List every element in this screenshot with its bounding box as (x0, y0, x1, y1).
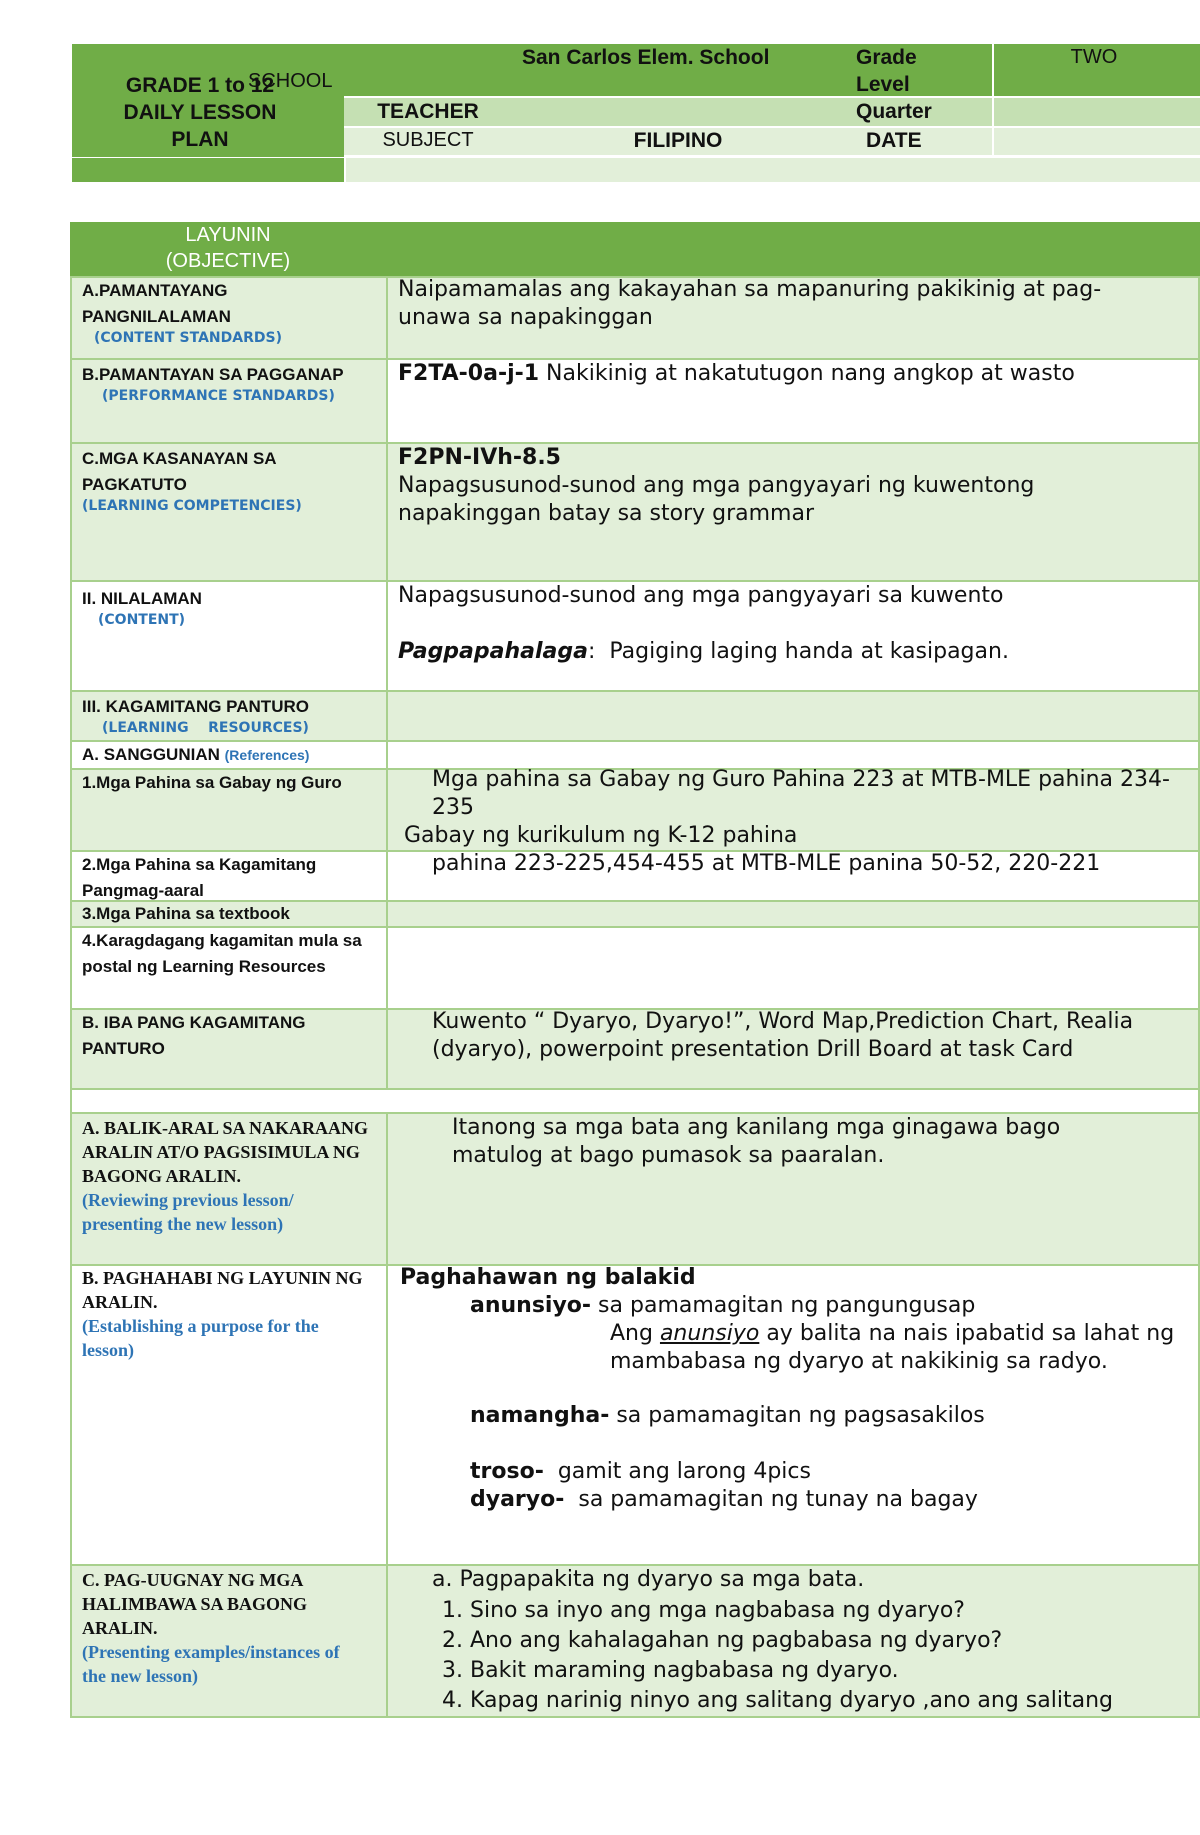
subject-value: FILIPINO (633, 129, 723, 152)
row-review-label: A. BALIK-ARAL SA NAKARAANG ARALIN AT/O PAGSISIMULA NG BAGONG ARALIN. (Reviewing previous lesson/ presenting the new lesson) (82, 1118, 369, 1234)
row-resources-value-cell (386, 690, 1200, 742)
school-blank-cell (344, 44, 512, 96)
row-guide-label: 1.Mga Pahina sa Gabay ng Guro (82, 773, 342, 792)
teacher-label: TEACHER (377, 100, 479, 123)
examples-intro: a. Pagpapakita ng dyaryo sa mga bata. (432, 1567, 865, 1592)
row-textbook-value-cell (386, 900, 1200, 928)
vocab-anunsiyo: anunsiyo- sa pamamagitan ng pangungusap (470, 1293, 976, 1318)
objective-title: LAYUNIN (OBJECTIVE) (165, 224, 291, 272)
row-b-label: B.PAMANTAYAN SA PAGGANAP (PERFORMANCE STANDARDS) (82, 365, 344, 404)
row-b-text: Nakikinig at nakatutugon nang angkop at wasto (539, 361, 1075, 386)
values-text: Pagiging laging handa at kasipagan. (609, 639, 1009, 664)
row-guide-value-1: Mga pahina sa Gabay ng Guro Pahina 223 at MTB-MLE pahina 234-235 (432, 767, 1170, 820)
purpose-heading: Paghahawan ng balakid (400, 1265, 696, 1290)
vocab-dyaryo: dyaryo- sa pamamagitan ng tunay na bagay (470, 1487, 978, 1512)
row-content-values: Pagpapahalaga: Pagiging laging handa at kasipagan. (398, 639, 1009, 664)
row-resources-label: III. KAGAMITANG PANTURO (LEARNING RESOURCES) (82, 697, 309, 736)
vocab-namangha: namangha- sa pamamagitan ng pagsasakilos (470, 1403, 985, 1428)
spacer-row (70, 1088, 1200, 1114)
row-c-label: C.MGA KASANAYAN SA PAGKATUTO (LEARNING COMPETENCIES) (82, 449, 302, 514)
vocab-troso: troso- gamit ang larong 4pics (470, 1459, 811, 1484)
row-other-label: B. IBA PANG KAGAMITANG PANTURO (82, 1013, 306, 1058)
header-footer-left (72, 158, 344, 182)
row-portal-label: 4.Karagdagang kagamitan mula sa postal ng Learning Resources (82, 931, 362, 976)
row-content-label: II. NILALAMAN (CONTENT) (82, 589, 202, 628)
row-guide-value-2: Gabay ng kurikulum ng K-12 pahina (404, 823, 798, 848)
examples-item: 3. Bakit maraming nagbabasa ng dyaryo. (470, 1656, 1198, 1686)
row-c-value (398, 444, 1168, 528)
examples-item: 4. Kapag narinig ninyo ang salitang dyaryo ,ano ang salitang (470, 1686, 1198, 1716)
row-a-value: Naipamamalas ang kakayahan sa mapanuring pakikinig at pag-unawa sa napakinggan (398, 277, 1102, 330)
examples-item: 2. Ano ang kahalagahan ng pagbabasa ng dyaryo? (470, 1626, 1198, 1656)
row-textbook-label: 3.Mga Pahina sa textbook (82, 904, 290, 923)
date-label: DATE (866, 129, 922, 152)
row-a-label: A.PAMANTAYANG PANGNILALAMAN (CONTENT STANDARDS) (82, 281, 282, 346)
row-c-text: Napagsusunod-sunod ang mga pangyayari ng kuwentong napakinggan batay sa story grammar (398, 473, 1035, 526)
header-footer-right (346, 158, 1200, 182)
examples-item: 1. Sino sa inyo ang mga nagbabasa ng dyaryo? (470, 1596, 1198, 1626)
grade-value: TWO (1070, 46, 1118, 68)
header-title: GRADE 1 to 12 DAILY LESSON PLAN (123, 74, 277, 151)
row-b-value (398, 360, 1188, 388)
row-purpose-label: B. PAGHAHABI NG LAYUNIN NG ARALIN. (Establishing a purpose for the lesson) (82, 1268, 363, 1360)
row-examples-label: C. PAG-UUGNAY NG MGA HALIMBAWA SA BAGONG ARALIN. (Presenting examples/instances of the new lesson) (82, 1570, 340, 1686)
teacher-value-cell (512, 98, 844, 126)
row-references-label: A. SANGGUNIAN (References) (82, 745, 310, 764)
vocab-anunsiyo-example: Ang anunsiyo ay balita na nais ipabatid sa lahat ng mambabasa ng dyaryo at nakikinig sa radyo. (610, 1321, 1175, 1374)
row-learner-label: 2.Mga Pahina sa Kagamitang Pangmag-aaral (82, 855, 317, 900)
school-label: SCHOOL (248, 70, 333, 92)
examples-list (434, 1596, 1198, 1716)
subject-label: SUBJECT (382, 129, 474, 151)
quarter-label: Quarter (856, 100, 932, 123)
date-value-cell (994, 128, 1200, 155)
row-portal-value-cell (386, 926, 1200, 1010)
row-c-code: F2PN-IVh-8.5 (398, 445, 561, 470)
row-b-code: F2TA-0a-j-1 (398, 361, 540, 386)
row-review-value: Itanong sa mga bata ang kanilang mga ginagawa bago matulog at bago pumasok sa paaralan. (452, 1115, 1061, 1168)
row-other-value: Kuwento “ Dyaryo, Dyaryo!”, Word Map,Prediction Chart, Realia (dyaryo), powerpoint presentation Drill Board at task Card (432, 1009, 1134, 1062)
school-value: San Carlos Elem. School (522, 46, 770, 69)
grade-label: Grade Level (856, 46, 917, 96)
quarter-value-cell (994, 98, 1200, 126)
values-label: Pagpapahalaga (398, 639, 588, 664)
row-learner-value: pahina 223-225,454-455 at MTB-MLE panina 50-52, 220-221 (432, 851, 1101, 876)
row-content-value: Napagsusunod-sunod ang mga pangyayari sa kuwento (398, 583, 1004, 608)
